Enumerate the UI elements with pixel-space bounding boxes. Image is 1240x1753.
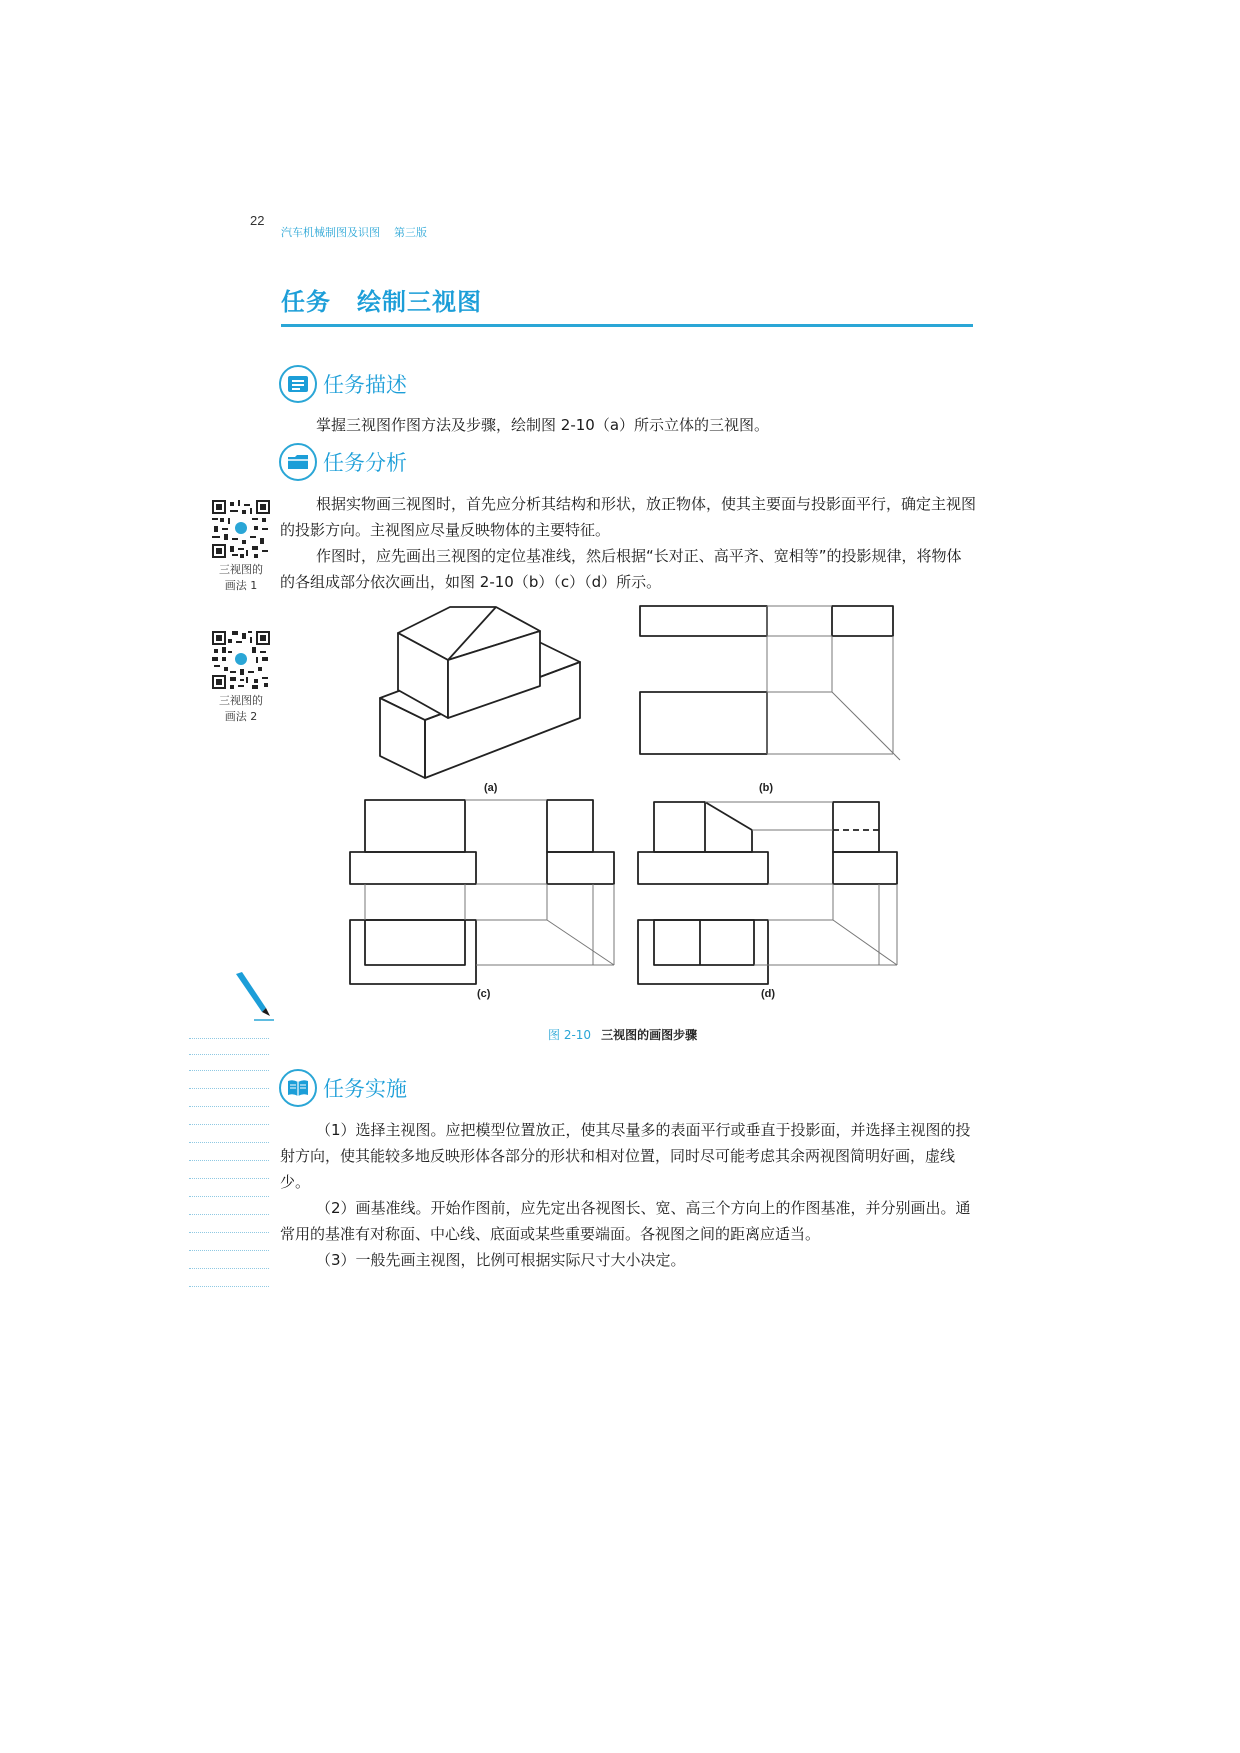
qr-code-image xyxy=(212,631,270,689)
implementation-text xyxy=(280,1117,976,1273)
qr-label-line: 三视图的 xyxy=(219,563,263,576)
note-line xyxy=(189,1124,269,1125)
paragraph: 根据实物画三视图时，首先应分析其结构和形状，放正物体，使其主要面与投影面平行，确定主视图的投影方向。主视图应尽量反映物体的主要特征。 xyxy=(280,495,977,539)
running-head xyxy=(281,224,427,240)
qr-label xyxy=(209,562,273,594)
edition-label: 第三版 xyxy=(394,226,427,239)
qr-label xyxy=(209,693,273,725)
note-line xyxy=(189,1286,269,1287)
section-analysis-heading xyxy=(279,442,407,482)
qr-label-line: 三视图的 xyxy=(219,694,263,707)
title-underline xyxy=(281,324,973,327)
paragraph: 作图时，应先画出三视图的定位基准线，然后根据“长对正、高平齐、宽相等”的投影规律，将物体的各组成部分依次画出，如图 2-10（b）（c）（d）所示。 xyxy=(280,547,962,591)
note-line xyxy=(189,1268,269,1269)
section-label: 任务分析 xyxy=(323,451,407,475)
section-label: 任务实施 xyxy=(323,1077,407,1101)
note-line xyxy=(189,1106,269,1107)
qr-code-1[interactable] xyxy=(212,500,273,594)
note-line xyxy=(189,1160,269,1161)
paragraph: （2）画基准线。开始作图前，应先定出各视图长、宽、高三个方向上的作图基准，并分别画出。通常用的基准有对称面、中心线、底面或某些重要端面。各视图之间的距离应适当。 xyxy=(280,1199,971,1243)
note-line xyxy=(189,1142,269,1143)
section-description-heading xyxy=(279,364,407,404)
note-line xyxy=(189,1214,269,1215)
view-c xyxy=(350,800,614,984)
note-line xyxy=(189,1054,269,1055)
qr-label-line: 画法 1 xyxy=(224,579,258,592)
page-number: 22 xyxy=(250,213,265,228)
qr-label-line: 画法 2 xyxy=(224,710,258,723)
qr-code-2[interactable] xyxy=(212,631,273,725)
sub-label-a: (a) xyxy=(484,782,498,794)
figure-caption xyxy=(548,1026,697,1043)
view-b xyxy=(640,606,900,760)
sub-label-c: (c) xyxy=(477,988,491,1000)
figure-caption-text: 三视图的画图步骤 xyxy=(601,1028,698,1042)
section-label: 任务描述 xyxy=(323,373,407,397)
note-line xyxy=(189,1070,269,1071)
list-icon xyxy=(279,365,317,403)
task-label: 任务 xyxy=(281,288,331,316)
isometric-view xyxy=(380,607,580,778)
paragraph: （1）选择主视图。应把模型位置放正，使其尽量多的表面平行或垂直于投影面，并选择主视图的投射方向，使其能较多地反映形体各部分的形状和相对位置，同时尽可能考虑其余两视图简明好画，虚线少。 xyxy=(280,1121,971,1191)
note-line xyxy=(189,1232,269,1233)
note-line xyxy=(189,1038,269,1039)
figure-number: 图 2-10 xyxy=(548,1028,592,1042)
analysis-text xyxy=(280,491,976,595)
note-line xyxy=(189,1196,269,1197)
paragraph: （3）一般先画主视图，比例可根据实际尺寸大小决定。 xyxy=(316,1251,686,1269)
note-line xyxy=(189,1250,269,1251)
book-title: 汽车机械制图及识图 xyxy=(281,226,380,239)
qr-code-image xyxy=(212,500,270,558)
pen-icon xyxy=(232,970,276,1022)
figure-2-10 xyxy=(340,598,920,1010)
view-d xyxy=(638,802,897,984)
task-title xyxy=(281,282,482,317)
section-implementation-heading xyxy=(279,1068,407,1108)
note-line xyxy=(189,1178,269,1179)
description-text: 掌握三视图作图方法及步骤，绘制图 2-10（a）所示立体的三视图。 xyxy=(316,416,770,434)
book-icon xyxy=(279,1069,317,1107)
task-name: 绘制三视图 xyxy=(357,288,482,316)
sub-label-d: (d) xyxy=(761,988,776,1000)
folder-icon xyxy=(279,443,317,481)
note-line xyxy=(189,1088,269,1089)
sub-label-b: (b) xyxy=(759,782,774,794)
